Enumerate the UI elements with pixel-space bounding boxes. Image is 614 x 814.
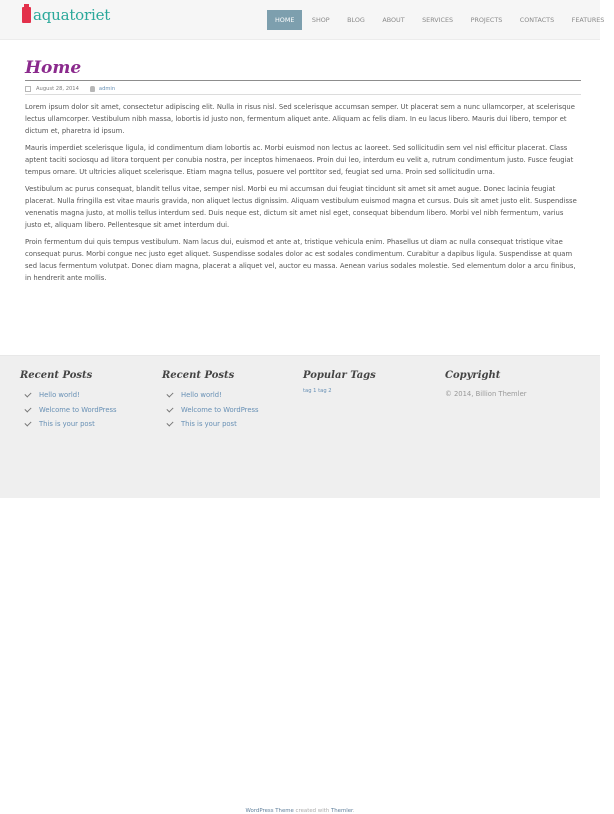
recent-posts-widget-1	[20, 370, 145, 432]
check-icon	[24, 420, 31, 427]
meta-divider	[25, 94, 581, 95]
widget-title: Popular Tags	[303, 370, 376, 381]
recent-posts-widget-2	[162, 370, 287, 432]
nav-shop[interactable]: SHOP	[311, 16, 330, 24]
widget-title: Copyright	[445, 370, 501, 381]
copyright-widget	[445, 370, 585, 400]
widget-title: Recent Posts	[162, 370, 235, 381]
footer-credit	[0, 808, 600, 814]
copyright-text: © 2014, Billion Themler	[445, 390, 527, 398]
check-icon	[24, 391, 31, 398]
wordpress-theme-link[interactable]: WordPress Theme	[245, 808, 294, 814]
calendar-icon	[25, 86, 31, 92]
created-with-text: created with	[293, 808, 331, 814]
recent-post-item[interactable]	[20, 417, 145, 432]
logo-icon	[22, 7, 31, 23]
article-paragraph-1: Lorem ipsum dolor sit amet, consectetur adipiscing elit. Nulla in risus nisl. Sed scelerisque accumsan semper. Ut placerat sem a nunc ullamcorper, at scelerisque lectus ullamcorper. Vestibulum nibh massa, lobortis id justo non, fermentum aliquet ante. Aliquam ac felis diam. In eu lacus libero. Mauris dui libero, tempor et dictum et, pharetra id ipsum.	[25, 103, 575, 135]
recent-post-link[interactable]: Hello world!	[181, 391, 222, 400]
article-paragraph-2: Mauris imperdiet scelerisque ligula, id condimentum diam lobortis ac. Morbi euismod non lectus ac laoreet. Sed sollicitudin sem vel nisl efficitur placerat. Class aptent taciti sociosqu ad litora torquent per conubia nostra, per inceptos himenaeos. Proin dui leo, interdum eu velit a, rutrum condimentum justo. Fusce feugiat tempus ornare. Ut ultricies aliquet scelerisque. Etiam magna tellus, posuere vel porttitor sed, feugiat sed urna. Proin sed sollicitudin urna.	[25, 144, 574, 176]
post-date: August 28, 2014	[36, 85, 79, 92]
check-icon	[166, 391, 173, 398]
nav-services[interactable]: SERVICES	[422, 16, 454, 24]
themler-link[interactable]: Themler	[330, 808, 353, 814]
recent-post-item[interactable]	[162, 403, 287, 418]
nav-contacts[interactable]: CONTACTS	[519, 16, 555, 24]
credit-period: .	[352, 808, 355, 814]
recent-post-item[interactable]	[162, 388, 287, 403]
nav-projects[interactable]: PROJECTS	[470, 16, 503, 24]
header	[0, 0, 605, 40]
recent-post-link[interactable]: This is your post	[181, 420, 237, 429]
recent-post-link[interactable]: This is your post	[39, 420, 95, 429]
recent-post-item[interactable]	[20, 403, 145, 418]
nav-features[interactable]: FEATURES	[571, 16, 605, 24]
tag-cloud[interactable]: tag 1 tag 2	[303, 388, 332, 394]
recent-post-link[interactable]: Welcome to WordPress	[39, 405, 117, 414]
post-meta	[25, 83, 581, 94]
post-author[interactable]: admin	[98, 85, 116, 92]
page-title: Home	[25, 58, 82, 78]
footer	[0, 355, 600, 814]
logo-text: aquatoriet	[33, 6, 111, 24]
recent-post-link[interactable]: Welcome to WordPress	[181, 405, 259, 414]
nav-blog[interactable]: BLOG	[347, 16, 365, 24]
recent-post-link[interactable]: Hello world!	[39, 391, 80, 400]
main-navigation	[267, 10, 614, 30]
user-icon	[90, 86, 95, 92]
title-divider	[25, 80, 581, 81]
article-paragraph-4: Proin fermentum dui quis tempus vestibulum. Nam lacus dui, euismod et ante at, tristique vehicula enim. Phasellus ut diam ac nulla consequat tristique vitae consequat purus. Morbi congue nec justo eget aliquet. Suspendisse sodales dolor ac est sodales condimentum. Curabitur a dapibus ligula. Suspendisse at quam sed lacus fermentum volutpat. Donec diam magna, placerat a aliquet vel, auctor eu massa. Aenean varius sodales molestie. Sed elementum dolor a arcu finibus, in hendrerit ante mollis.	[25, 238, 576, 282]
article-paragraph-3: Vestibulum ac purus consequat, blandit tellus vitae, semper nisl. Morbi eu mi accumsan dui feugiat tincidunt sit amet sit amet augue. Donec lacinia feugiat placerat. Nulla fringilla est vitae mauris gravida, non aliquet lectus dignissim. Aliquam vestibulum euismod magna et cursus. Duis sit amet justo elit. Suspendisse venenatis magna justo, at mollis tellus interdum sed. Duis neque est, dictum sit amet nisl eget, consequat bibendum libero. Morbi vel nibh fermentum, varius justo et, aliquam libero. Pellentesque sit amet interdum dui.	[25, 185, 577, 229]
nav-about[interactable]: ABOUT	[382, 16, 405, 24]
main-content	[25, 58, 581, 289]
widget-title: Recent Posts	[20, 370, 93, 381]
check-icon	[166, 405, 173, 412]
popular-tags-widget	[303, 370, 428, 394]
nav-home[interactable]: HOME	[267, 10, 302, 30]
recent-post-item[interactable]	[162, 417, 287, 432]
site-logo[interactable]	[22, 6, 110, 24]
recent-post-item[interactable]	[20, 388, 145, 403]
check-icon	[166, 420, 173, 427]
check-icon	[24, 405, 31, 412]
